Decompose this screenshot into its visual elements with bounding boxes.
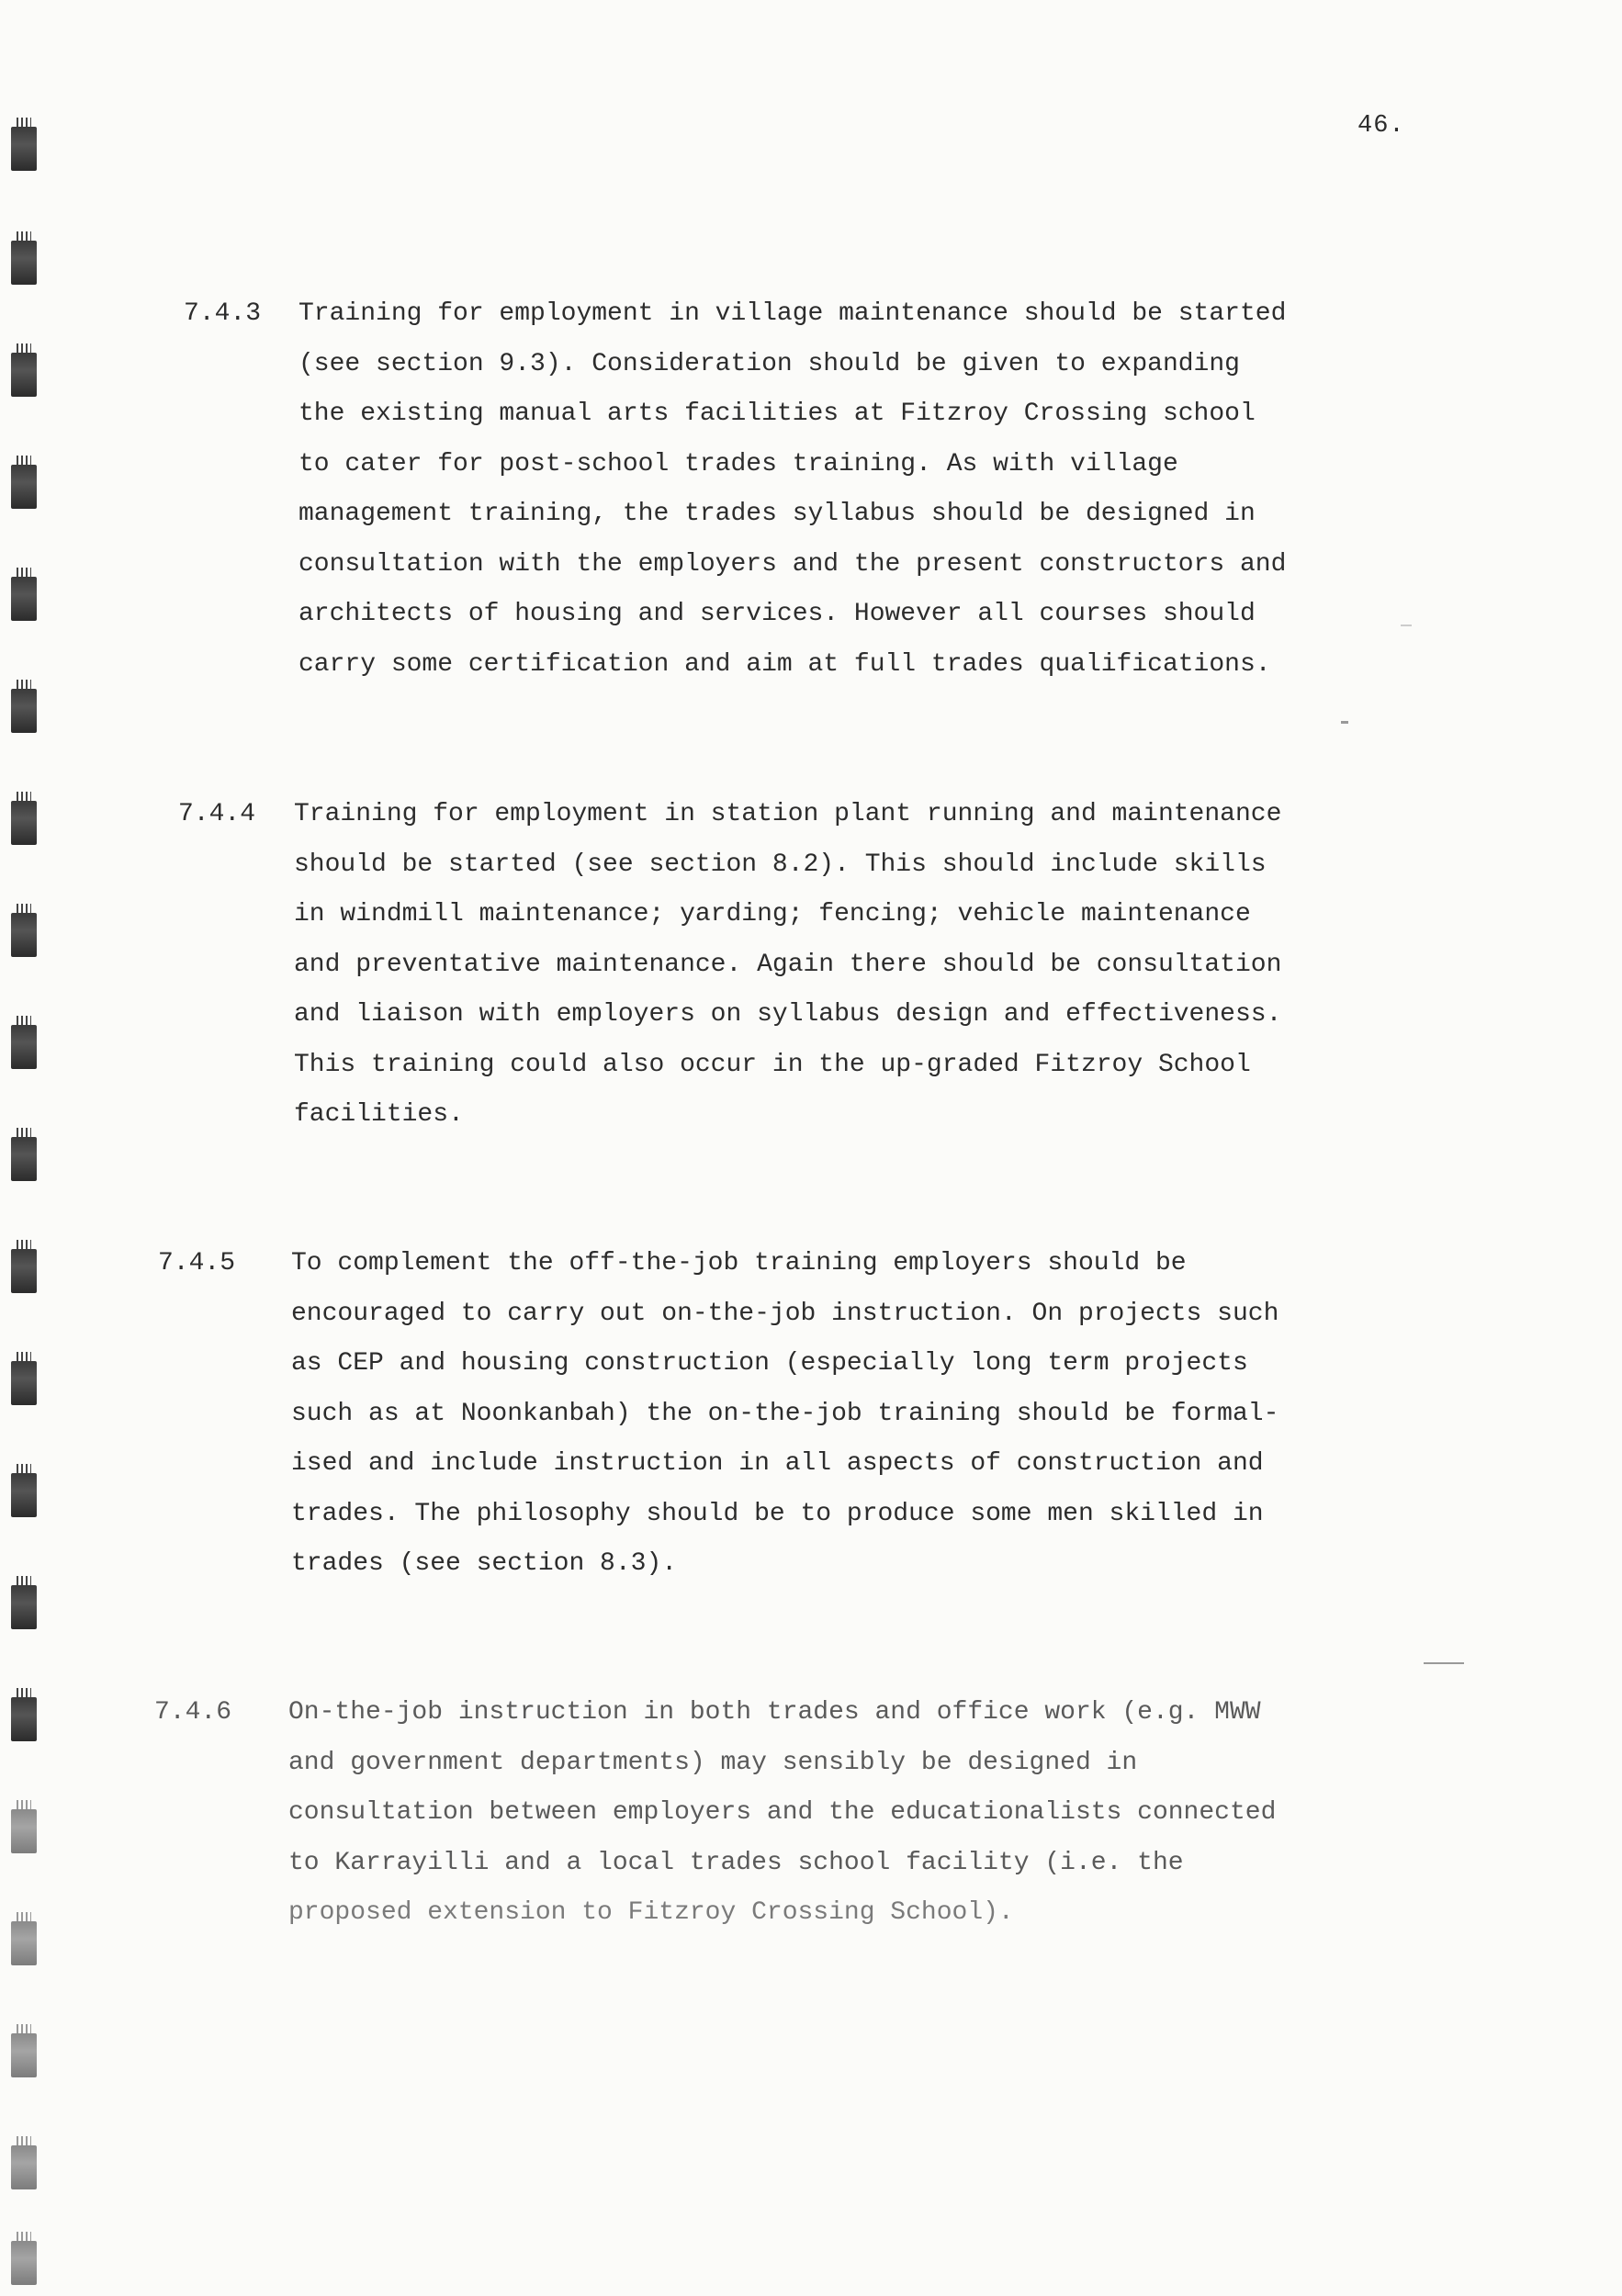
text-line: and preventative maintenance. Again there should be consultation (294, 950, 1282, 979)
section-number: 7.4.4 (178, 800, 256, 828)
text-line: trades (see section 8.3). (291, 1549, 678, 1578)
binding-hole (11, 1809, 37, 1853)
binding-hole (11, 1473, 37, 1517)
text-line: in windmill maintenance; yarding; fencing; vehicle maintenance (294, 900, 1251, 929)
text-line: as CEP and housing construction (especially long term projects (291, 1349, 1248, 1378)
text-line: Training for employment in station plant running and maintenance (294, 800, 1282, 828)
text-line: encouraged to carry out on-the-job instruction. On projects such (291, 1299, 1279, 1328)
text-line: such as at Noonkanbah) the on-the-job training should be formal- (291, 1399, 1279, 1428)
binding-hole (11, 1361, 37, 1405)
text-line: To complement the off-the-job training employers should be (291, 1249, 1187, 1277)
page-number: 46. (1357, 112, 1405, 140)
text-line: On-the-job instruction in both trades and office work (e.g. MWW (288, 1698, 1261, 1727)
text-line: the existing manual arts facilities at Fitzroy Crossing school (298, 400, 1256, 428)
section-number: 7.4.6 (154, 1698, 232, 1727)
binding-hole (11, 1249, 37, 1293)
text-line: This training could also occur in the up-graded Fitzroy School (294, 1050, 1251, 1079)
text-line: (see section 9.3). Consideration should be given to expanding (298, 349, 1240, 378)
section-body (298, 289, 1286, 690)
section-number: 7.4.3 (184, 299, 262, 328)
binding-hole (11, 801, 37, 845)
binding-hole (11, 1921, 37, 1965)
text-line: to Karrayilli and a local trades school facility (i.e. the (288, 1848, 1184, 1877)
binding-hole (11, 913, 37, 957)
section-number: 7.4.5 (158, 1249, 236, 1277)
binding-hole (11, 2033, 37, 2077)
text-line: and government departments) may sensibly be designed in (288, 1748, 1138, 1777)
binding-hole (11, 2145, 37, 2189)
text-line: carry some certification and aim at full trades qualifications. (298, 649, 1271, 679)
binding-holes (0, 0, 73, 2296)
text-line: Training for employment in village maintenance should be started (298, 299, 1287, 328)
binding-hole (11, 1025, 37, 1069)
scan-mark (1401, 625, 1412, 626)
text-line: trades. The philosophy should be to produce some men skilled in (291, 1499, 1264, 1528)
text-line: management training, the trades syllabus should be designed in (298, 500, 1256, 528)
scan-mark (1341, 721, 1348, 724)
binding-hole (11, 241, 37, 285)
text-line: proposed extension to Fitzroy Crossing School). (288, 1898, 1014, 1927)
section-body (288, 1688, 1276, 1939)
section-body (291, 1239, 1278, 1590)
binding-hole (11, 1585, 37, 1629)
binding-hole (11, 577, 37, 621)
binding-hole (11, 2241, 37, 2285)
text-line: facilities. (294, 1100, 464, 1129)
binding-hole (11, 353, 37, 397)
section-body (294, 790, 1281, 1141)
binding-hole (11, 689, 37, 733)
scan-mark (1424, 1662, 1464, 1664)
binding-hole (11, 1137, 37, 1181)
binding-hole (11, 465, 37, 509)
text-line: architects of housing and services. However all courses should (298, 600, 1256, 628)
text-line: ised and include instruction in all aspects of construction and (291, 1449, 1264, 1478)
text-line: should be started (see section 8.2). This should include skills (294, 850, 1267, 879)
text-line: and liaison with employers on syllabus design and effectiveness. (294, 1000, 1282, 1029)
text-line: consultation with the employers and the present constructors and (298, 549, 1287, 579)
binding-hole (11, 127, 37, 171)
binding-hole (11, 1697, 37, 1741)
text-line: consultation between employers and the educationalists connected (288, 1798, 1277, 1827)
text-line: to cater for post-school trades training. As with village (298, 449, 1178, 478)
